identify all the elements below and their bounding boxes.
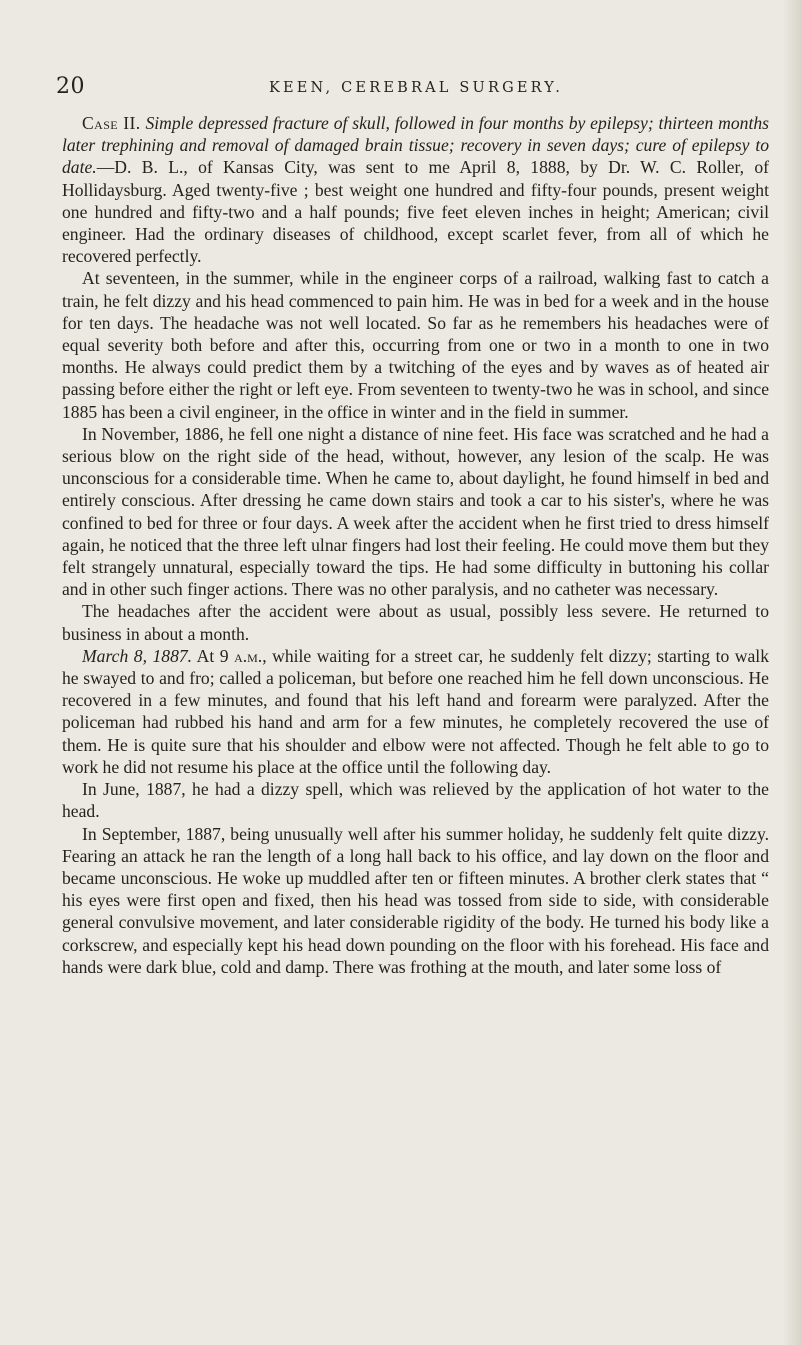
paragraph-september: In September, 1887, being unusually well after his summer holiday, he suddenly felt quite dizzy. Fearing an attack he ran the length of a long hall back to his office, and lay down on the floor and became unconscious. He woke up muddled after ten or fifteen minutes. A brother clerk states that “ his eyes were first open and fixed, then his head was tossed from side to side, with considerable general convulsive movement, and later considerable rigidity of the body. He turned his body like a corkscrew, and especially kept his head down pounding on the floor with his forehead. His face and hands were dark blue, cold and damp. There was frothing at the mouth, and later some loss of (62, 823, 769, 977)
case-paragraph (62, 112, 769, 267)
case-label: Case II. (82, 113, 141, 133)
running-title: KEEN, CEREBRAL SURGERY. (268, 80, 564, 96)
article-body (62, 112, 769, 978)
paragraph-march-attack (62, 645, 769, 778)
paragraph-headaches: The headaches after the accident were about as usual, possibly less severe. He returned to business in about a month. (62, 601, 769, 644)
march-text-a: At 9 (192, 645, 235, 666)
case-title: Simple depressed fracture of skull, followed in four months by epilepsy; thirteen months later trephining and removal of damaged brain tissue; recovery in seven days; cure of epilepsy to date. (62, 113, 769, 178)
page-header (56, 74, 776, 98)
march-text-b: , while waiting for a street car, he suddenly felt dizzy; starting to walk he swayed to and fro; called a policeman, but before one reached him he fell down unconscious. He recovered in a few minutes, and found that his left hand and forearm were paralyzed. After the policeman had rubbed his hand and arm for a few minutes, he completely recovered the use of them. He is quite sure that his shoulder and elbow were not affected. Though he felt able to go to work he did not resume his place at the office until the following day. (62, 645, 769, 777)
am-label: a.m. (234, 645, 263, 666)
paragraph-fall: In November, 1886, he fell one night a distance of nine feet. His face was scratched and he had a serious blow on the right side of the head, without, however, any lesion of the scalp. He was unconscious for a considerable time. When he came to, about daylight, he found himself in bed and entirely conscious. After dressing he came down stairs and took a car to his sister's, where he was confined to bed for three or four days. A week after the accident when he first tried to dress himself again, he noticed that the three left ulnar fingers had lost their feeling. He could move them but they felt strangely unnatural, especially toward the tips. He had some difficulty in buttoning his collar and in other such finger actions. There was no other paralysis, and no catheter was necessary. (62, 423, 769, 600)
page-number: 20 (56, 74, 85, 99)
march-date: March 8, 1887. (82, 645, 193, 666)
paragraph-june: In June, 1887, he had a dizzy spell, which was relieved by the application of hot water to the head. (62, 779, 769, 822)
case-intro: —D. B. L., of Kansas City, was sent to me April 8, 1888, by Dr. W. C. Roller, of Hollidaysburg. Aged twenty-five ; best weight one hundred and fifty-four pounds, present weight one hundred and fifty-two and a half pounds; five feet eleven inches in height; American; civil engineer. Had the ordinary diseases of childhood, except scarlet fever, from all of which he recovered perfectly. (62, 157, 769, 267)
page-edge-shadow (783, 0, 801, 1345)
paragraph-onset: At seventeen, in the summer, while in the engineer corps of a railroad, walking fast to catch a train, he felt dizzy and his head commenced to pain him. He was in bed for a week and in the house for ten days. The headache was not well located. So far as he remembers his headaches were of equal severity both before and after this, occurring from one or two in a month to one in two months. He always could predict them by a twitching of the eyes and by waves as of heated air passing before either the right or left eye. From seventeen to twenty-two he was in school, and since 1885 has been a civil engineer, in the office in winter and in the field in summer. (62, 268, 769, 422)
